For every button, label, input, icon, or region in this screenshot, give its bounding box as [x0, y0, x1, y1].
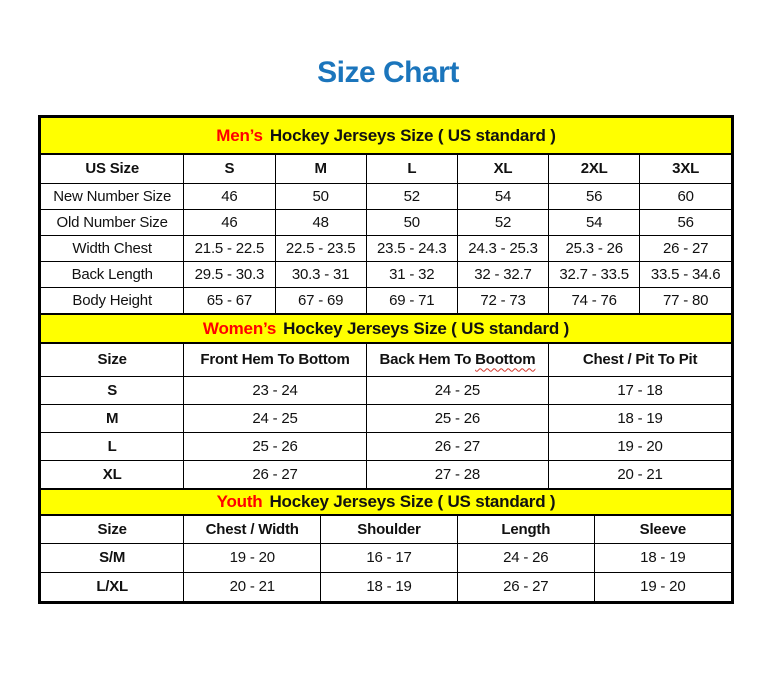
table-row: [41, 235, 731, 261]
youth-size-table: [41, 516, 731, 601]
womens-section-heading: [41, 313, 731, 344]
mens-column-header: 2XL: [549, 155, 640, 183]
mens-cell: 50: [275, 183, 366, 209]
table-row: [41, 432, 731, 460]
mens-cell: 26 - 27: [640, 235, 731, 261]
mens-column-header: US Size: [41, 155, 184, 183]
youth-cell: 20 - 21: [184, 572, 321, 601]
mens-cell: 54: [549, 209, 640, 235]
mens-cell: 30.3 - 31: [275, 261, 366, 287]
mens-cell: 67 - 69: [275, 287, 366, 313]
womens-header-row: [41, 344, 731, 376]
womens-heading-accent: Women’s: [202, 318, 277, 338]
womens-cell: 26 - 27: [366, 432, 548, 460]
mens-cell: 50: [366, 209, 457, 235]
youth-cell: 18 - 19: [321, 572, 458, 601]
mens-cell: 32.7 - 33.5: [549, 261, 640, 287]
mens-cell: 24.3 - 25.3: [457, 235, 548, 261]
table-row: [41, 183, 731, 209]
womens-cell: 25 - 26: [366, 404, 548, 432]
mens-column-header: 3XL: [640, 155, 731, 183]
youth-column-header: Length: [457, 516, 594, 543]
womens-row-label: M: [41, 404, 184, 432]
size-chart: [38, 115, 734, 604]
youth-heading-text: Hockey Jerseys Size ( US standard ): [269, 492, 556, 511]
womens-cell: 17 - 18: [549, 376, 731, 404]
mens-cell: 74 - 76: [549, 287, 640, 313]
youth-cell: 26 - 27: [457, 572, 594, 601]
mens-row-label: Body Height: [41, 287, 184, 313]
mens-heading-text: Hockey Jerseys Size ( US standard ): [269, 125, 556, 145]
womens-row-label: S: [41, 376, 184, 404]
womens-row-label: XL: [41, 460, 184, 488]
womens-heading-text: Hockey Jerseys Size ( US standard ): [283, 318, 570, 338]
mens-size-table: [41, 155, 731, 313]
womens-size-table: [41, 344, 731, 488]
youth-heading-accent: Youth: [216, 492, 263, 511]
table-row: [41, 543, 731, 572]
mens-cell: 72 - 73: [457, 287, 548, 313]
womens-cell: 18 - 19: [549, 404, 731, 432]
womens-cell: 19 - 20: [549, 432, 731, 460]
mens-cell: 22.5 - 23.5: [275, 235, 366, 261]
youth-cell: 16 - 17: [321, 543, 458, 572]
table-row: [41, 376, 731, 404]
table-row: [41, 209, 731, 235]
mens-cell: 31 - 32: [366, 261, 457, 287]
youth-column-header: Sleeve: [594, 516, 731, 543]
mens-header-row: [41, 155, 731, 183]
womens-column-header: Size: [41, 344, 184, 376]
mens-row-label: Back Length: [41, 261, 184, 287]
mens-cell: 52: [457, 209, 548, 235]
mens-heading-accent: Men’s: [216, 125, 263, 145]
mens-column-header: M: [275, 155, 366, 183]
mens-row-label: New Number Size: [41, 183, 184, 209]
mens-cell: 48: [275, 209, 366, 235]
mens-cell: 56: [549, 183, 640, 209]
youth-column-header: Shoulder: [321, 516, 458, 543]
youth-cell: 18 - 19: [594, 543, 731, 572]
mens-column-header: L: [366, 155, 457, 183]
mens-row-label: Old Number Size: [41, 209, 184, 235]
womens-cell: 24 - 25: [366, 376, 548, 404]
mens-section-heading: [41, 118, 731, 155]
table-row: [41, 261, 731, 287]
mens-cell: 65 - 67: [184, 287, 275, 313]
youth-row-label: L/XL: [41, 572, 184, 601]
womens-cell: 26 - 27: [184, 460, 366, 488]
table-row: [41, 287, 731, 313]
womens-column-header: Front Hem To Bottom: [184, 344, 366, 376]
mens-row-label: Width Chest: [41, 235, 184, 261]
mens-column-header: S: [184, 155, 275, 183]
youth-cell: 19 - 20: [184, 543, 321, 572]
womens-cell: 20 - 21: [549, 460, 731, 488]
womens-column-header: Chest / Pit To Pit: [549, 344, 731, 376]
womens-cell: 27 - 28: [366, 460, 548, 488]
page-title: Size Chart: [317, 56, 459, 89]
mens-cell: 25.3 - 26: [549, 235, 640, 261]
table-row: [41, 572, 731, 601]
youth-header-row: [41, 516, 731, 543]
mens-cell: 46: [184, 183, 275, 209]
mens-cell: 54: [457, 183, 548, 209]
womens-cell: 25 - 26: [184, 432, 366, 460]
womens-cell: 24 - 25: [184, 404, 366, 432]
mens-cell: 32 - 32.7: [457, 261, 548, 287]
mens-cell: 69 - 71: [366, 287, 457, 313]
youth-column-header: Size: [41, 516, 184, 543]
mens-cell: 77 - 80: [640, 287, 731, 313]
mens-cell: 33.5 - 34.6: [640, 261, 731, 287]
mens-column-header: XL: [457, 155, 548, 183]
youth-cell: 19 - 20: [594, 572, 731, 601]
youth-cell: 24 - 26: [457, 543, 594, 572]
misspelled-word: Boottom: [475, 351, 536, 369]
womens-column-header: Back Hem To Boottom: [366, 344, 548, 376]
mens-cell: 29.5 - 30.3: [184, 261, 275, 287]
mens-cell: 23.5 - 24.3: [366, 235, 457, 261]
mens-cell: 21.5 - 22.5: [184, 235, 275, 261]
mens-cell: 56: [640, 209, 731, 235]
womens-cell: 23 - 24: [184, 376, 366, 404]
youth-column-header: Chest / Width: [184, 516, 321, 543]
youth-row-label: S/M: [41, 543, 184, 572]
table-row: [41, 404, 731, 432]
mens-cell: 46: [184, 209, 275, 235]
youth-section-heading: [41, 488, 731, 516]
table-row: [41, 460, 731, 488]
mens-cell: 52: [366, 183, 457, 209]
mens-cell: 60: [640, 183, 731, 209]
womens-row-label: L: [41, 432, 184, 460]
